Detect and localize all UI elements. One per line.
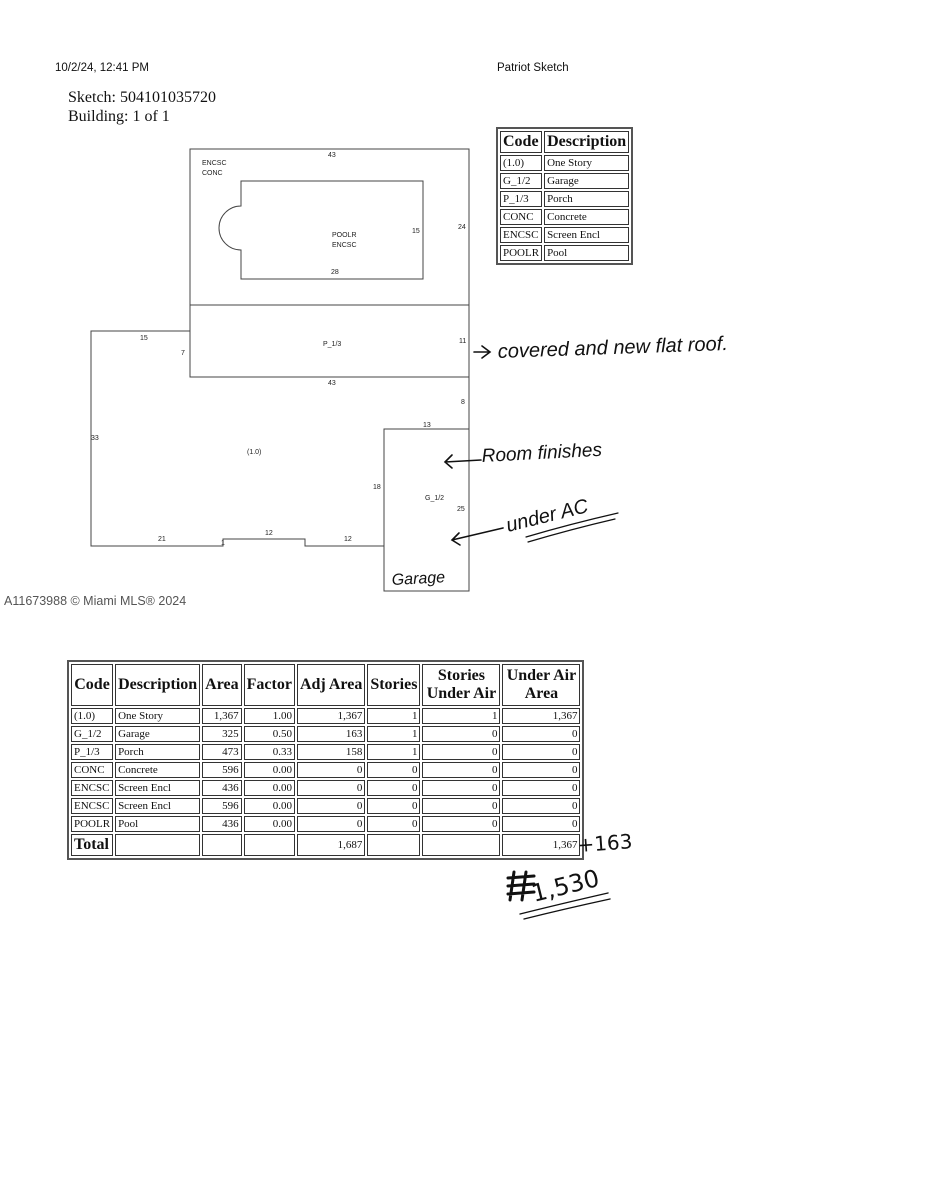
table-row [71,744,580,760]
dim-label: 15 [412,228,420,235]
cell-code: (1.0) [71,708,113,724]
label-encsc: ENCSC [202,160,227,167]
cell-code: CONC [71,762,113,778]
area-header-row [71,664,580,706]
cell-under-air-area: 0 [502,762,580,778]
label-poolr: POOLR [332,232,357,239]
cell-description: Screen Encl [115,780,200,796]
legend-code: P_1/3 [500,191,542,207]
sketch-number: Sketch: 504101035720 [68,89,216,106]
legend-code: CONC [500,209,542,225]
header-stories-under-air: Stories Under Air [422,664,500,706]
dim-label: 43 [328,380,336,387]
cell-adj-area: 0 [297,816,365,832]
cell-area: 596 [202,762,241,778]
dim-label: 7 [181,350,185,357]
annotation-plus-163: +163 [576,829,634,857]
empty-cell [367,834,420,856]
app-title: Patriot Sketch [497,62,569,74]
header-description: Description [115,664,200,706]
table-row [71,780,580,796]
cell-stories: 1 [367,708,420,724]
cell-stories: 0 [367,780,420,796]
legend-code: POOLR [500,245,542,261]
legend-header-description: Description [544,131,629,153]
dim-label: 33 [91,435,99,442]
cell-under-air-area: 0 [502,726,580,742]
legend-description: Garage [544,173,629,189]
arrow-left-icon [445,455,481,468]
cell-under-air-area: 1,367 [502,708,580,724]
dim-label: 12 [265,530,273,537]
cell-description: Garage [115,726,200,742]
cell-code: G_1/2 [71,726,113,742]
cell-stories: 0 [367,762,420,778]
dim-label: 18 [373,484,381,491]
empty-cell [202,834,241,856]
cell-adj-area: 0 [297,798,365,814]
cell-stories: 0 [367,798,420,814]
table-row [71,708,580,724]
legend-code: (1.0) [500,155,542,171]
dim-label: 12 [344,536,352,543]
dim-label: 28 [331,269,339,276]
dim-label: 8 [461,399,465,406]
cell-description: Screen Encl [115,798,200,814]
legend-description: Concrete [544,209,629,225]
screen-enclosure-outline [190,149,469,305]
cell-code: P_1/3 [71,744,113,760]
cell-area: 325 [202,726,241,742]
cell-stories: 0 [367,816,420,832]
dim-label: 25 [457,506,465,513]
cell-stories-under-air: 0 [422,780,500,796]
label-one-story: (1.0) [247,449,262,456]
legend-description: One Story [544,155,629,171]
legend-description: Pool [544,245,629,261]
pool-outline [219,181,423,279]
cell-description: One Story [115,708,200,724]
cell-stories-under-air: 0 [422,798,500,814]
cell-description: Pool [115,816,200,832]
cell-stories: 1 [367,726,420,742]
cell-adj-area: 1,367 [297,708,365,724]
dim-label: 11 [459,338,467,345]
cell-stories-under-air: 1 [422,708,500,724]
cell-factor: 0.00 [244,798,295,814]
arrow-right-icon [474,346,490,358]
dim-label: 21 [158,536,166,543]
cell-stories: 1 [367,744,420,760]
label-garage-code: G_1/2 [425,495,445,502]
dim-label: 1 [221,540,225,547]
table-row [71,762,580,778]
cell-stories-under-air: 0 [422,762,500,778]
cell-factor: 0.00 [244,816,295,832]
legend-description: Screen Encl [544,227,629,243]
header-stories: Stories [367,664,420,706]
cell-area: 473 [202,744,241,760]
cell-stories-under-air: 0 [422,816,500,832]
header-code: Code [71,664,113,706]
building-count: Building: 1 of 1 [68,108,170,125]
annotation-under-ac: under AC [503,495,591,537]
cell-factor: 0.33 [244,744,295,760]
cell-adj-area: 0 [297,762,365,778]
total-label: Total [71,834,113,856]
legend-code: G_1/2 [500,173,542,189]
legend-header-code: Code [500,131,542,153]
print-datetime: 10/2/24, 12:41 PM [55,62,149,74]
dim-label: 24 [458,224,466,231]
empty-cell [244,834,295,856]
mls-watermark: A11673988 © Miami MLS® 2024 [4,594,187,608]
cell-under-air-area: 0 [502,798,580,814]
dim-label: 13 [423,422,431,429]
cell-area: 436 [202,816,241,832]
label-porch: P_1/3 [323,341,342,348]
total-adj-area: 1,687 [297,834,365,856]
cell-factor: 1.00 [244,708,295,724]
annotation-total-1530: 1,530 [528,864,603,908]
table-row [71,798,580,814]
cell-area: 596 [202,798,241,814]
cell-factor: 0.00 [244,762,295,778]
header-area: Area [202,664,241,706]
dim-label: 43 [328,152,336,159]
legend-description: Porch [544,191,629,207]
legend-code: ENCSC [500,227,542,243]
label-pool-encsc: ENCSC [332,242,357,249]
cell-area: 1,367 [202,708,241,724]
cell-under-air-area: 0 [502,744,580,760]
total-under-air-area: 1,367 [502,834,580,856]
header-under-air-area: Under Air Area [502,664,580,706]
annotation-garage: Garage [391,569,446,589]
table-row [71,726,580,742]
cell-under-air-area: 0 [502,780,580,796]
annotation-room-finishes: Room finishes [481,439,603,467]
handwritten-totals [480,820,640,920]
cell-adj-area: 163 [297,726,365,742]
cell-adj-area: 0 [297,780,365,796]
cell-factor: 0.00 [244,780,295,796]
cell-under-air-area: 0 [502,816,580,832]
label-conc: CONC [202,170,223,177]
cell-stories-under-air: 0 [422,726,500,742]
one-story-outline [91,331,469,546]
cell-stories-under-air: 0 [422,744,500,760]
cell-area: 436 [202,780,241,796]
cell-description: Concrete [115,762,200,778]
header-adj-area: Adj Area [297,664,365,706]
cell-code: ENCSC [71,798,113,814]
cell-factor: 0.50 [244,726,295,742]
annotation-covered-roof: covered and new flat roof. [497,332,729,363]
cell-code: POOLR [71,816,113,832]
empty-cell [115,834,200,856]
cell-description: Porch [115,744,200,760]
dim-label: 15 [140,335,148,342]
header-factor: Factor [244,664,295,706]
arrow-left-icon [452,528,503,545]
cell-adj-area: 158 [297,744,365,760]
cell-code: ENCSC [71,780,113,796]
